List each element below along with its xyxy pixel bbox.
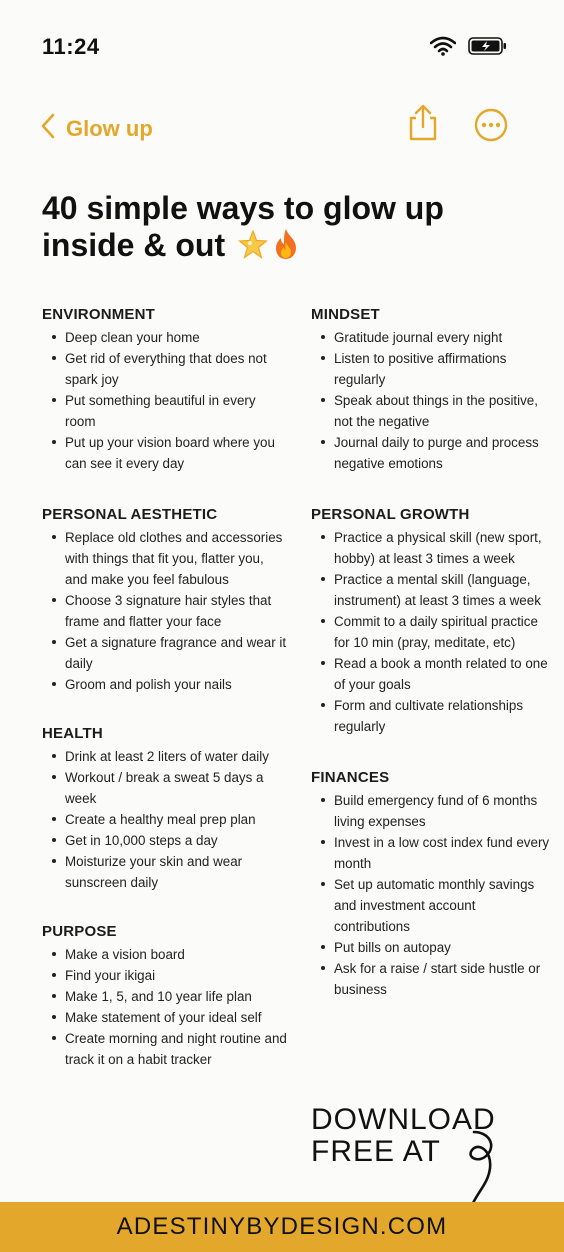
- chevron-left-icon: [40, 112, 56, 145]
- right-column: [311, 306, 551, 1000]
- share-icon: [406, 129, 440, 146]
- section-heading: MINDSET: [311, 306, 380, 323]
- list-item: Practice a mental skill (language, instrument) at least 3 times a week: [311, 569, 551, 611]
- item-list: [42, 944, 287, 1070]
- navigation-bar: [0, 100, 564, 156]
- left-column: [42, 306, 287, 1070]
- list-item: Speak about things in the positive, not the negative: [311, 390, 551, 432]
- section-health: [42, 725, 287, 893]
- item-list: [42, 746, 287, 893]
- section-heading: PURPOSE: [42, 923, 117, 940]
- list-item: Drink at least 2 liters of water daily: [42, 746, 287, 767]
- list-item: Put bills on autopay: [311, 937, 551, 958]
- fire-emoji-icon: [272, 228, 300, 268]
- section-heading: PERSONAL AESTHETIC: [42, 506, 218, 523]
- section-environment: [42, 306, 287, 474]
- list-item: Find your ikigai: [42, 965, 287, 986]
- list-item: Create a healthy meal prep plan: [42, 809, 287, 830]
- list-item: Groom and polish your nails: [42, 674, 287, 695]
- item-list: [311, 790, 551, 1000]
- section-personal-aesthetic: [42, 506, 287, 695]
- section-finances: [311, 769, 551, 1000]
- list-item: Set up automatic monthly savings and investment account contributions: [311, 874, 551, 937]
- list-item: Put something beautiful in every room: [42, 390, 287, 432]
- item-list: [311, 527, 551, 737]
- list-item: Workout / break a sweat 5 days a week: [42, 767, 287, 809]
- list-item: Make statement of your ideal self: [42, 1007, 287, 1028]
- star-emoji-icon: [238, 230, 268, 268]
- list-item: Build emergency fund of 6 months living expenses: [311, 790, 551, 832]
- section-heading: ENVIRONMENT: [42, 306, 156, 323]
- list-item: Get a signature fragrance and wear it daily: [42, 632, 287, 674]
- wifi-icon: [430, 36, 456, 61]
- list-item: Read a book a month related to one of your goals: [311, 653, 551, 695]
- list-item: Practice a physical skill (new sport, hobby) at least 3 times a week: [311, 527, 551, 569]
- footer-website-link[interactable]: ADESTINYBYDESIGN.COM: [116, 1213, 448, 1240]
- list-item: Form and cultivate relationships regularly: [311, 695, 551, 737]
- item-list: [42, 527, 287, 695]
- more-options-button[interactable]: [474, 108, 508, 147]
- section-purpose: [42, 923, 287, 1070]
- list-item: Ask for a raise / start side hustle or business: [311, 958, 551, 1000]
- battery-charging-icon: [468, 36, 508, 61]
- share-button[interactable]: [406, 104, 440, 147]
- list-item: Make a vision board: [42, 944, 287, 965]
- list-item: Gratitude journal every night: [311, 327, 551, 348]
- download-line-1: DOWNLOAD: [311, 1103, 496, 1136]
- note-title: [42, 190, 522, 268]
- section-mindset: [311, 306, 551, 474]
- item-list: [42, 327, 287, 474]
- list-item: Get in 10,000 steps a day: [42, 830, 287, 851]
- status-icons: [430, 36, 508, 61]
- list-item: Replace old clothes and accessories with things that fit you, flatter you, and make you feel fabulous: [42, 527, 287, 590]
- list-item: Commit to a daily spiritual practice for 10 min (pray, meditate, etc): [311, 611, 551, 653]
- status-time: 11:24: [42, 34, 100, 59]
- back-button[interactable]: [40, 112, 153, 145]
- list-item: Get rid of everything that does not spark joy: [42, 348, 287, 390]
- note-title-text: 40 simple ways to glow up inside & out: [42, 190, 444, 263]
- section-heading: PERSONAL GROWTH: [311, 506, 470, 523]
- list-item: Choose 3 signature hair styles that frame and flatter your face: [42, 590, 287, 632]
- list-item: Invest in a low cost index fund every month: [311, 832, 551, 874]
- section-heading: HEALTH: [42, 725, 103, 742]
- status-bar: [0, 0, 564, 90]
- section-heading: FINANCES: [311, 769, 390, 786]
- list-item: Create morning and night routine and track it on a habit tracker: [42, 1028, 287, 1070]
- section-personal-growth: [311, 506, 551, 737]
- download-line-2: FREE AT: [311, 1135, 441, 1168]
- back-label: Glow up: [66, 115, 153, 141]
- list-item: Moisturize your skin and wear sunscreen daily: [42, 851, 287, 893]
- list-item: Journal daily to purge and process negative emotions: [311, 432, 551, 474]
- list-item: Deep clean your home: [42, 327, 287, 348]
- list-item: Listen to positive affirmations regularly: [311, 348, 551, 390]
- ellipsis-circle-icon: [474, 129, 508, 146]
- list-item: Make 1, 5, and 10 year life plan: [42, 986, 287, 1007]
- item-list: [311, 327, 551, 474]
- list-item: Put up your vision board where you can see it every day: [42, 432, 287, 474]
